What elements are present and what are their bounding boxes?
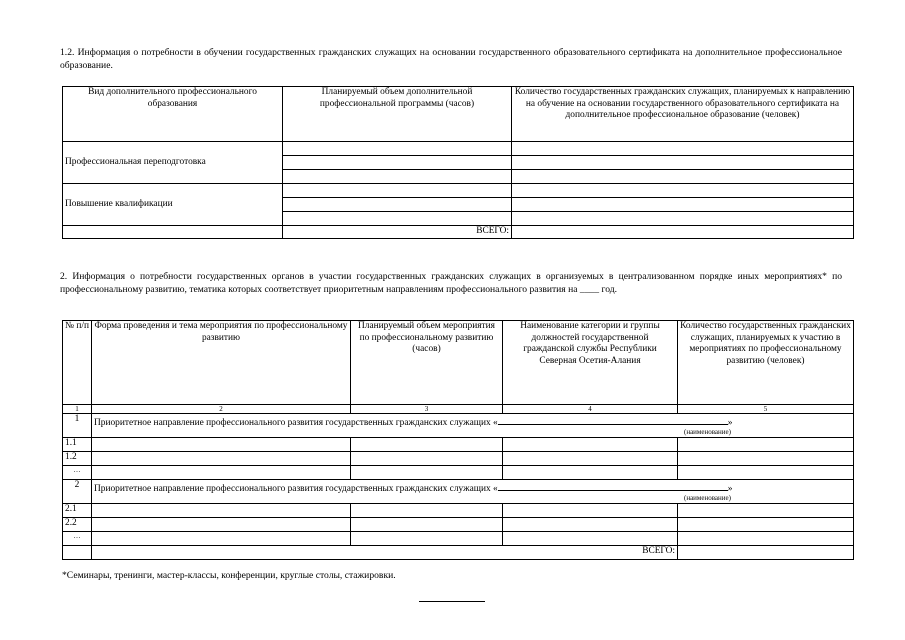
row-number: 1.2 (63, 452, 92, 466)
priority-name-field[interactable] (498, 414, 728, 425)
retraining-label: Профессиональная переподготовка (65, 156, 206, 167)
row-label-retraining (63, 142, 283, 184)
cell-input[interactable] (512, 156, 854, 170)
cell-input[interactable] (503, 466, 678, 480)
row-number: … (63, 532, 92, 546)
header-participant-count: Количество государственных гражданских служащих, планируемых к участию в мероприятиях по профессиональному развитию (человек) (678, 321, 854, 405)
cell-input[interactable] (503, 452, 678, 466)
cell-input[interactable] (283, 142, 512, 156)
row-number: 2.1 (63, 504, 92, 518)
row-number: 1.1 (63, 438, 92, 452)
row-number: 2.2 (63, 518, 92, 532)
section2-heading: 2. Информация о потребности государственных органов в участии государственных гражданских служащих в организуемых в централизованном порядке иных мероприятиях* по профессиональному развитию, тематика которых соответствует приоритетным направлениям профессионального развития на ____ год. (60, 271, 842, 295)
cell-input[interactable] (351, 466, 503, 480)
section1-heading: 1.2. Информация о потребности в обучении государственных гражданских служащих на основании государственного образовательного сертификата на дополнительное профессиональное образование. (60, 47, 842, 71)
cell-input[interactable] (92, 504, 351, 518)
cell-input[interactable] (678, 518, 854, 532)
total-value-cell[interactable] (512, 226, 854, 239)
cell-input[interactable] (351, 504, 503, 518)
table-dpo-certificate (62, 86, 854, 239)
cell-input[interactable] (503, 532, 678, 546)
cell-input[interactable] (92, 466, 351, 480)
total-value-cell[interactable] (678, 546, 854, 560)
cell-input[interactable] (92, 438, 351, 452)
col-number: 2 (92, 405, 351, 414)
priority-label: Приоритетное направление профессионального развития государственных гражданских служащих « (94, 418, 498, 428)
qualification-label: Повышение квалификации (65, 198, 173, 209)
cell-input[interactable] (678, 438, 854, 452)
cell-input[interactable] (512, 212, 854, 226)
cell-input[interactable] (351, 518, 503, 532)
priority-label: Приоритетное направление профессионального развития государственных гражданских служащих « (94, 484, 498, 494)
name-caption: (наименование) (684, 428, 731, 436)
total-blank (63, 546, 92, 560)
cell-input[interactable] (512, 184, 854, 198)
close-quote: » (727, 418, 733, 428)
header-event-hours: Планируемый объем мероприятия по профессиональному развитию (часов) (351, 321, 503, 405)
cell-input[interactable] (678, 532, 854, 546)
name-caption: (наименование) (684, 494, 731, 502)
cell-input[interactable] (512, 142, 854, 156)
header-event-form: Форма проведения и тема мероприятия по профессиональному развитию (92, 321, 351, 405)
col-number: 1 (63, 405, 92, 414)
cell-input[interactable] (283, 184, 512, 198)
header-number: № п/п (63, 321, 92, 405)
row-label-qualification (63, 184, 283, 226)
footnote: *Семинары, тренинги, мастер-классы, конференции, круглые столы, стажировки. (62, 570, 396, 581)
cell-input[interactable] (512, 170, 854, 184)
col-number: 5 (678, 405, 854, 414)
priority-row (92, 480, 854, 504)
cell-input[interactable] (283, 198, 512, 212)
bottom-rule (419, 601, 485, 602)
total-label: ВСЕГО: (92, 546, 678, 560)
group-number: 1 (63, 414, 92, 438)
cell-input[interactable] (351, 438, 503, 452)
cell-input[interactable] (512, 198, 854, 212)
header-employee-count: Количество государственных гражданских служащих, планируемых к направлению на обучение на основании государственного образовательного сертификата на дополнительное профессиональное образование (человек) (512, 87, 854, 142)
cell-input[interactable] (283, 212, 512, 226)
cell-input[interactable] (678, 466, 854, 480)
cell-input[interactable] (283, 170, 512, 184)
group-number: 2 (63, 480, 92, 504)
header-program-hours: Планируемый объем дополнительной профессиональной программы (часов) (283, 87, 512, 142)
table-events (62, 320, 854, 560)
cell-input[interactable] (351, 452, 503, 466)
cell-input[interactable] (678, 504, 854, 518)
total-blank (63, 226, 283, 239)
priority-row (92, 414, 854, 438)
cell-input[interactable] (503, 438, 678, 452)
close-quote: » (727, 484, 733, 494)
cell-input[interactable] (351, 532, 503, 546)
header-position-category: Наименование категории и группы должностей государственной гражданской службы Республики Северная Осетия-Алания (503, 321, 678, 405)
header-education-type: Вид дополнительного профессионального образования (63, 87, 283, 142)
col-number: 4 (503, 405, 678, 414)
col-number: 3 (351, 405, 503, 414)
cell-input[interactable] (503, 504, 678, 518)
priority-name-field[interactable] (498, 480, 728, 491)
total-label: ВСЕГО: (283, 226, 512, 239)
cell-input[interactable] (503, 518, 678, 532)
cell-input[interactable] (678, 452, 854, 466)
cell-input[interactable] (92, 452, 351, 466)
cell-input[interactable] (92, 518, 351, 532)
cell-input[interactable] (283, 156, 512, 170)
cell-input[interactable] (92, 532, 351, 546)
row-number: … (63, 466, 92, 480)
